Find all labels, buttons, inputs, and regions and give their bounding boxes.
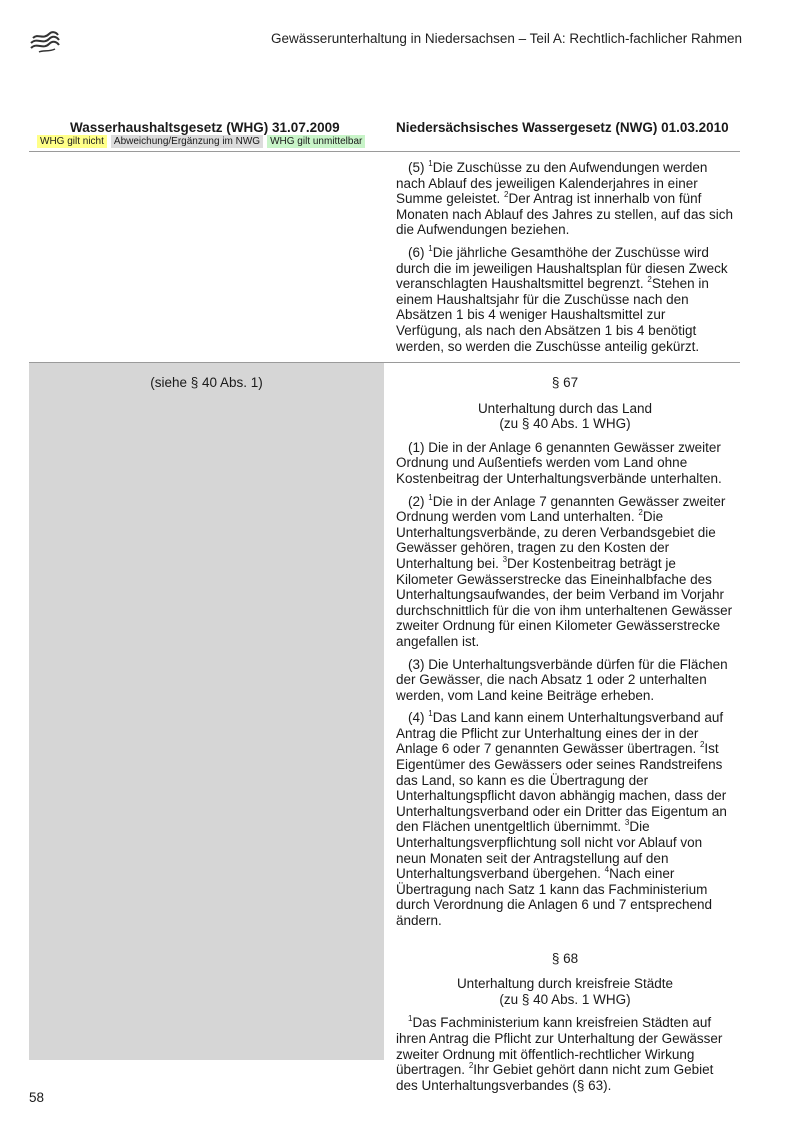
section-67-number: § 67 [551, 375, 579, 390]
section-68-paragraph-1: $^1$Das Fachministerium kann kreisfreien Städten auf ihren Antrag die Pflicht zur Unterhaltung der Gewässer zweiter Ordnung mit öffentlich-rechtlicher Wirkung übertragen. $^2$Ihr Gebiet gehört dann nicht zum Gebiet des Unterhaltungsverbandes (§ 63). [396, 1014, 723, 1093]
section-68-title: Unterhaltung durch kreisfreie Städte (zu § 40 Abs. 1 WHG) [456, 976, 674, 1007]
nwg-sections [396, 375, 734, 1100]
paragraph-6: (6) $^1$Die jährliche Gesamthöhe der Zuschüsse wird durch die im jeweiligen Haushaltsplan für diesen Zweck veranschlagten Haushaltsmittel begrenzt. $^2$Stehen in einem Haushaltsjahr für die Zuschüsse nach den Absätzen 1 bis 4 weniger Haushaltsmittel zur Verfügung, als nach den Absätzen 1 bis 4 benötigt werden, so werden die Zuschüsse anteilig gekürzt. [396, 243, 728, 354]
continuation-paragraphs [396, 160, 734, 361]
section-67-title: Unterhaltung durch das Land (zu § 40 Abs. 1 WHG) [477, 400, 653, 432]
column-heading-nwg: Niedersächsisches Wassergesetz (NWG) 01.03.2010 [396, 120, 729, 135]
legend [37, 135, 365, 148]
column-heading-whg: Wasserhaushaltsgesetz (WHG) 31.07.2009 [70, 120, 340, 135]
paragraph-5: (5) $^1$Die Zuschüsse zu den Aufwendungen werden nach Ablauf des jeweiligen Kalenderjahres in einer Summe geleistet. $^2$Der Antrag ist innerhalb von fünf Monaten nach Ablauf des Jahres zu stellen, auf das sich die Aufwendungen beziehen. [396, 159, 733, 238]
running-header: Gewässerunterhaltung in Niedersachsen – Teil A: Rechtlich-fachlicher Rahmen [271, 31, 742, 46]
legend-whg-direct: WHG gilt unmittelbar [267, 135, 365, 148]
section-68-number: § 68 [551, 950, 579, 966]
wave-logo-icon [29, 28, 61, 54]
legend-deviation-nwg: Abweichung/Ergänzung im NWG [111, 135, 263, 148]
section-67-paragraph-2: (2) $^1$Die in der Anlage 7 genannten Gewässer zweiter Ordnung werden vom Land unterhalten. $^2$Die Unterhaltungsverbände, zu deren Verbandsgebiet die Gewässer gehören, tragen zu den Kosten der Unterhaltung bei. $^3$Der Kostenbeitrag beträgt je Kilometer Gewässerstrecke das Eineinhalbfache des Unterhaltungsaufwandes, der beim Verband im Vorjahr durchschnittlich für die von ihm unterhaltenen Gewässer zweiter Ordnung für einen Kilometer Gewässerstrecke angefallen ist. [396, 492, 733, 649]
whg-column-shaded [29, 363, 384, 1060]
page-number: 58 [29, 1090, 45, 1105]
section-67-paragraph-4: (4) $^1$Das Land kann einem Unterhaltungsverband auf Antrag die Pflicht zur Unterhaltung eines der in der Anlage 6 oder 7 genannten Gewässer übertragen. $^2$Ist Eigentümer des Gewässers oder seines Randstreifens das Land, so kann es die Übertragung der Unterhaltungspflicht davon abhängig machen, dass der Unterhaltungsverband oder ein Dritter das Eigentum an den Flächen unentgeltlich übernimmt. $^3$Die Unterhaltungsverpflichtung soll nicht vor Ablauf von neun Monaten seit der Antragstellung auf den Unterhaltungsverband übergehen. $^4$Nach einer Übertragung nach Satz 1 kann das Fachministerium durch Verordnung die Anlagen 6 und 7 entsprechend ändern. [396, 709, 727, 928]
section-67-paragraph-1: (1) Die in der Anlage 6 genannten Gewässer zweiter Ordnung und Außentiefs werden vom Land ohne Kostenbeitrag der Unterhaltungsverbände unterhalten. [396, 439, 722, 486]
section-67-paragraph-3: (3) Die Unterhaltungsverbände dürfen für die Flächen der Gewässer, die nach Absatz 1 oder 2 unterhalten werden, vom Land keine Beiträge erheben. [396, 656, 728, 703]
divider-top [29, 151, 740, 152]
legend-whg-not-applicable: WHG gilt nicht [37, 135, 107, 148]
whg-reference: (siehe § 40 Abs. 1) [150, 375, 263, 390]
